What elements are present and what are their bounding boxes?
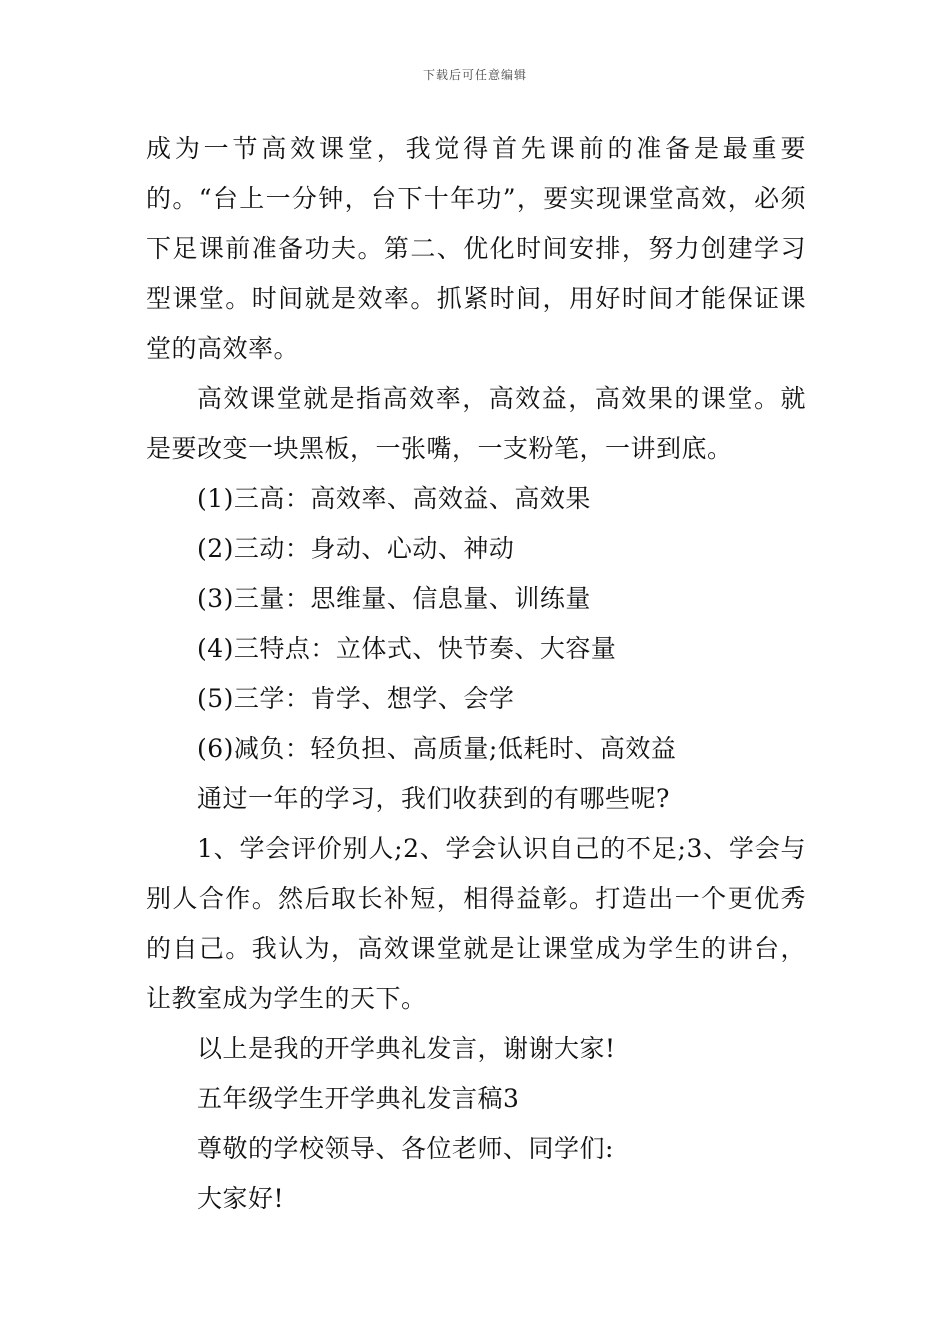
paragraph: 通过一年的学习，我们收获到的有哪些呢?	[197, 784, 670, 813]
greeting: 大家好!	[197, 1184, 285, 1213]
salutation: 尊敬的学校领导、各位老师、同学们:	[197, 1134, 614, 1163]
list-item: (6)减负：轻负担、高质量;低耗时、高效益	[197, 734, 677, 763]
section-title: 五年级学生开学典礼发言稿3	[197, 1084, 520, 1113]
paragraph: 1、学会评价别人;2、学会认识自己的不足;3、学会与别人合作。然后取长补短，相得益彰。打造出一个更优秀的自己。我认为，高效课堂就是让课堂成为学生的讲台，让教室成为学生的天下。	[146, 834, 806, 1013]
list-item: (3)三量：思维量、信息量、训练量	[197, 584, 591, 613]
list-item: (5)三学：肯学、想学、会学	[197, 684, 515, 713]
document-body	[146, 124, 806, 1224]
paragraph: 成为一节高效课堂，我觉得首先课前的准备是最重要的。“台上一分钟，台下十年功”，要实现课堂高效，必须下足课前准备功夫。第二、优化时间安排，努力创建学习型课堂。时间就是效率。抓紧时间，用好时间才能保证课堂的高效率。	[146, 134, 806, 363]
list-item: (1)三高：高效率、高效益、高效果	[197, 484, 591, 513]
list-item: (4)三特点：立体式、快节奏、大容量	[197, 634, 617, 663]
paragraph: 高效课堂就是指高效率，高效益，高效果的课堂。就是要改变一块黑板，一张嘴，一支粉笔，一讲到底。	[146, 384, 806, 463]
header-note: 下载后可任意编辑	[422, 68, 527, 82]
paragraph: 以上是我的开学典礼发言，谢谢大家!	[197, 1034, 616, 1063]
list-item: (2)三动：身动、心动、神动	[197, 534, 515, 563]
